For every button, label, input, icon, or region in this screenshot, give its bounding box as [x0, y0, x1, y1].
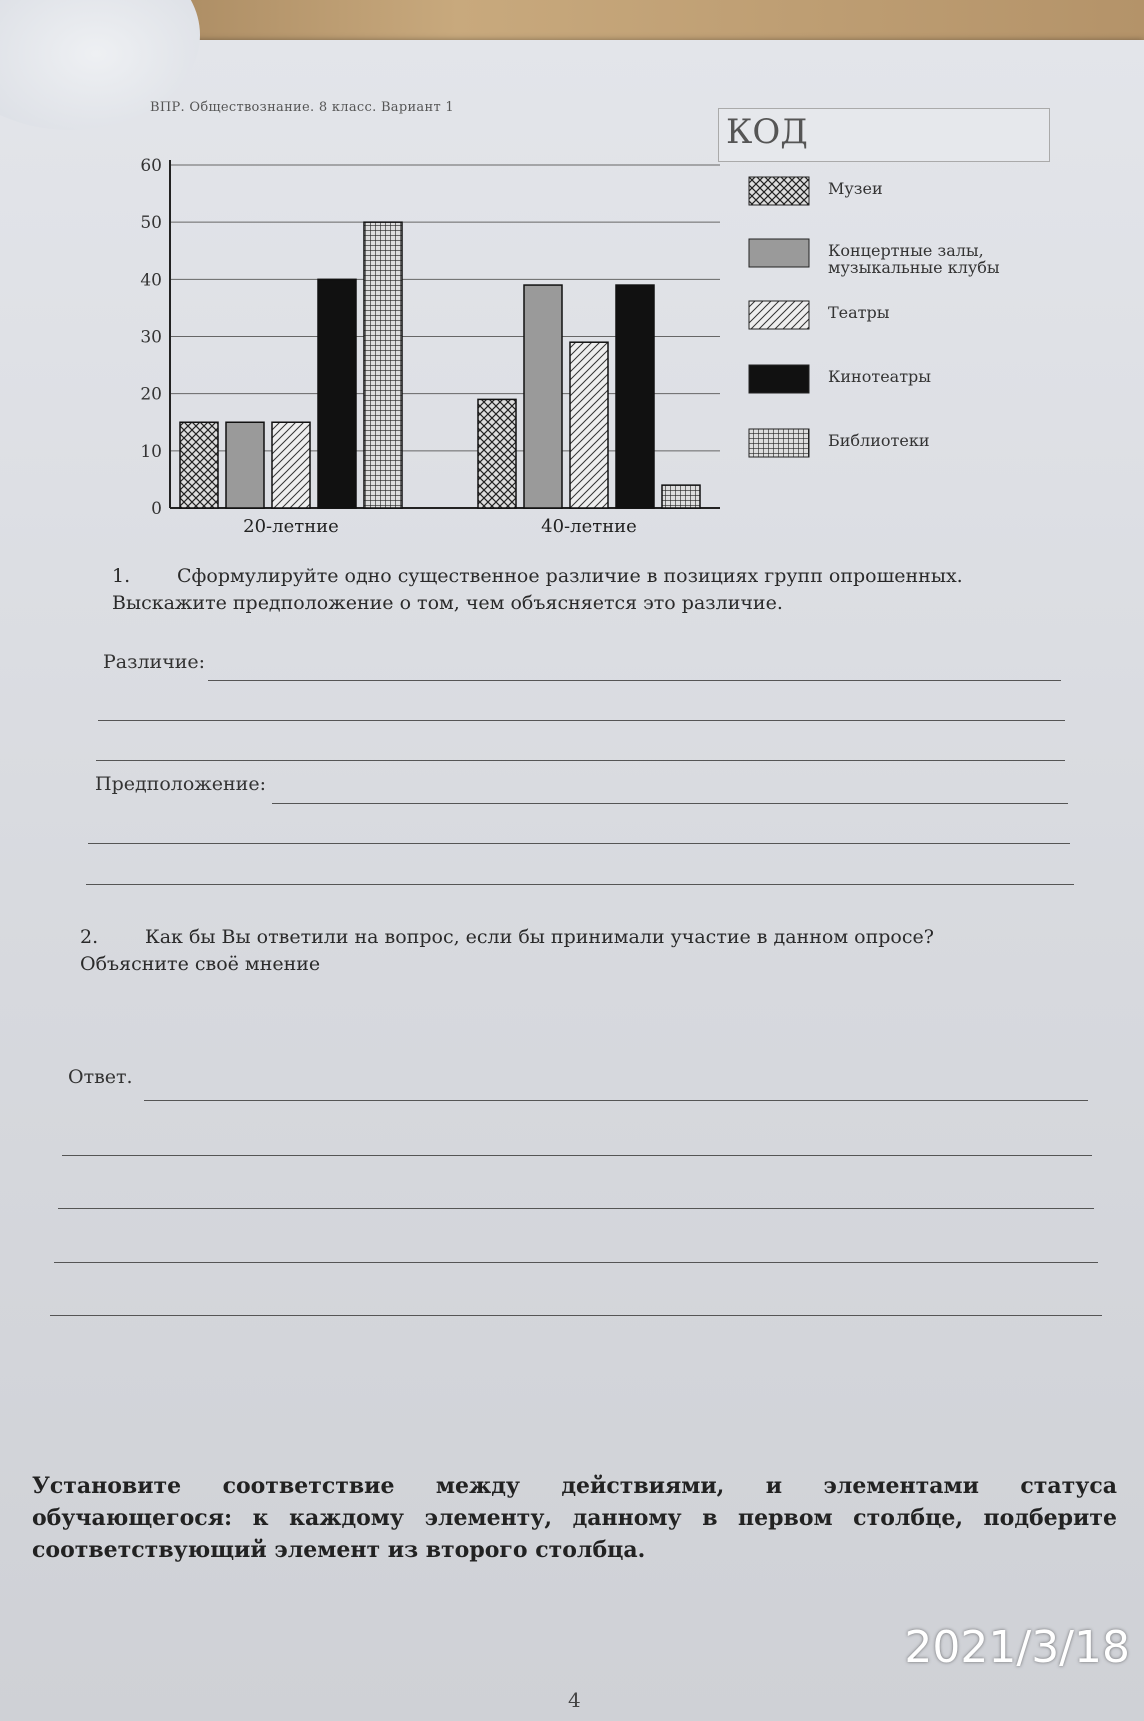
y-tick-label: 10 — [140, 441, 162, 462]
y-tick-label: 40 — [140, 270, 162, 291]
answer-line-4[interactable] — [54, 1262, 1098, 1263]
answer-line-3[interactable] — [58, 1208, 1094, 1209]
task-2-number: 2. — [80, 926, 99, 948]
legend-label-libraries: Библиотеки — [828, 431, 930, 450]
code-label: КОД — [726, 112, 808, 152]
y-tick-label: 60 — [140, 156, 162, 176]
page-header: ВПР. Обществознание. 8 класс. Вариант 1 — [150, 100, 454, 115]
legend-swatch-theatres — [748, 300, 810, 330]
answer-label: Ответ. — [68, 1066, 133, 1088]
bar-chart — [120, 150, 740, 550]
next-task-instructions: Установите соответствие между действиями, и элементами статуса обучающегося: к каждому элементу, данному в первом столбце, подберите соответствующий элемент из второго столбца. — [32, 1473, 1117, 1563]
answer-line-2[interactable] — [62, 1155, 1092, 1156]
legend-item-libraries — [748, 428, 1048, 468]
bar — [616, 285, 654, 508]
y-tick-label: 30 — [140, 327, 162, 348]
bar — [272, 422, 310, 508]
task-1-question — [112, 563, 992, 617]
assumption-line-3[interactable] — [86, 884, 1074, 885]
difference-line-2[interactable] — [98, 720, 1065, 721]
task-1-text-line1: Сформулируйте одно существенное различие в позициях групп опрошенных. — [177, 565, 963, 587]
difference-line-1[interactable] — [208, 680, 1061, 681]
answer-line-5[interactable] — [50, 1315, 1102, 1316]
legend-label-museums: Музеи — [828, 179, 883, 198]
bar — [226, 422, 264, 508]
legend-swatch-cinemas — [748, 364, 810, 394]
y-tick-label: 0 — [151, 499, 162, 519]
task-1-number: 1. — [112, 565, 131, 587]
task-2-text-line2: Объясните своё мнение — [80, 953, 321, 975]
photo-timestamp: 2021/3/18 — [904, 1622, 1130, 1673]
legend-swatch-libraries — [748, 428, 810, 458]
bar — [180, 422, 218, 508]
bar — [364, 222, 402, 508]
legend-item-concert-halls — [748, 238, 1048, 278]
legend-label-cinemas: Кинотеатры — [828, 367, 932, 386]
legend-item-cinemas — [748, 364, 1048, 404]
difference-label: Различие: — [103, 651, 206, 673]
y-tick-label: 50 — [140, 213, 162, 234]
assumption-line-1[interactable] — [272, 803, 1068, 804]
y-tick-label: 20 — [140, 384, 162, 405]
bar — [662, 485, 700, 508]
bar — [524, 285, 562, 508]
legend-swatch-concert-halls — [748, 238, 810, 268]
assumption-label: Предположение: — [95, 773, 266, 795]
answer-line-1[interactable] — [144, 1100, 1088, 1101]
task-2-question — [80, 924, 1020, 978]
legend-item-museums — [748, 176, 1048, 216]
page-number: 4 — [568, 1688, 581, 1712]
assumption-line-2[interactable] — [88, 843, 1070, 844]
x-category-label: 40-летние — [541, 516, 637, 537]
task-1-text-line2: Выскажите предположение о том, чем объясняется это различие. — [112, 592, 783, 614]
x-category-label: 20-летние — [243, 516, 339, 537]
legend-item-theatres — [748, 300, 1048, 340]
difference-line-3[interactable] — [96, 760, 1065, 761]
legend-swatch-museums — [748, 176, 810, 206]
legend-label-concert-halls: Концертные залы, музыкальные клубы — [828, 241, 1000, 277]
task-2-text-line1: Как бы Вы ответили на вопрос, если бы принимали участие в данном опросе? — [145, 926, 934, 948]
bar — [478, 399, 516, 508]
bar — [570, 342, 608, 508]
legend-label-theatres: Театры — [828, 303, 890, 322]
bar — [318, 279, 356, 508]
